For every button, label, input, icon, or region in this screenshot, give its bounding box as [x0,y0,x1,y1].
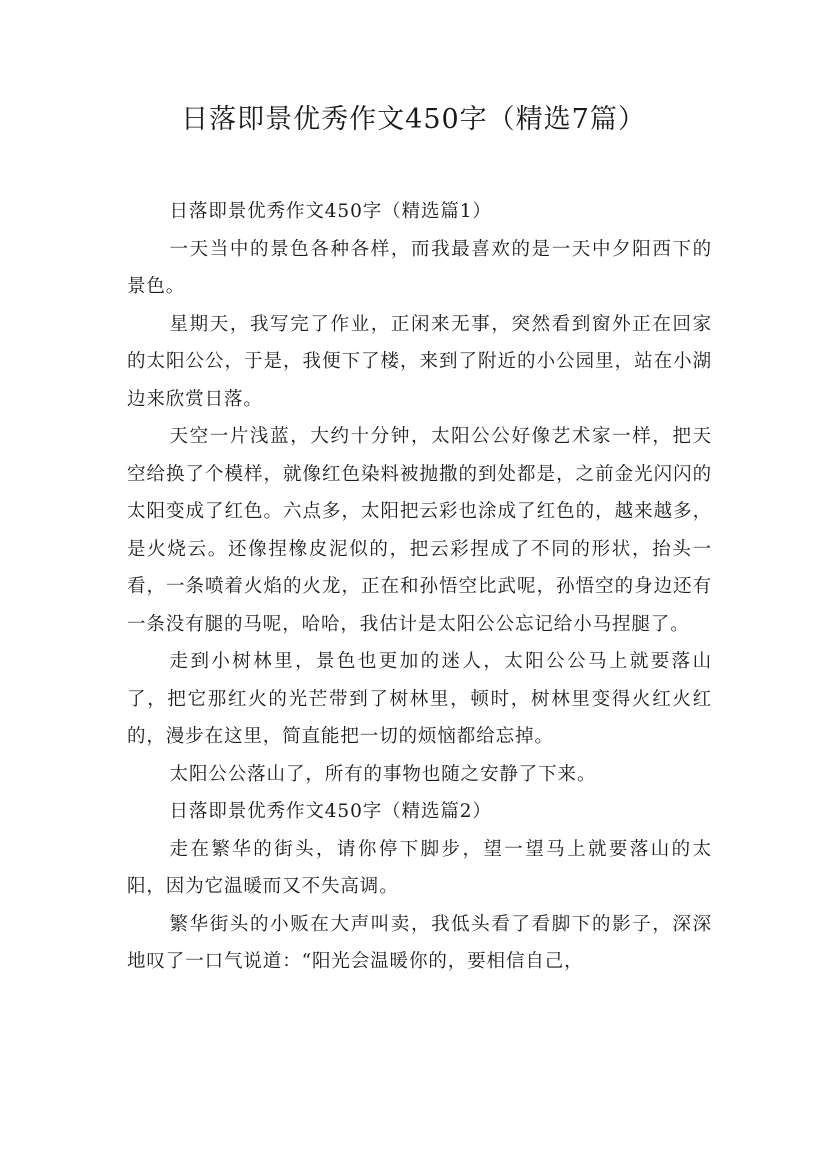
section-heading-1: 日落即景优秀作文450字（精选篇1） [169,201,492,222]
document-body [127,193,712,981]
paragraph: 繁华街头的小贩在大声叫卖，我低头看了看脚下的影子，深深地叹了一口气说道：“阳光会温暖你的，要相信自己， [127,913,712,972]
paragraph: 太阳公公落山了，所有的事物也随之安静了下来。 [169,763,597,785]
paragraph: 一天当中的景色各种各样，而我最喜欢的是一天中夕阳西下的景色。 [127,238,712,297]
paragraph: 天空一片浅蓝，大约十分钟，太阳公公好像艺术家一样，把天空给换了个模样，就像红色染料被抛撒的到处都是，之前金光闪闪的太阳变成了红色。六点多，太阳把云彩也涂成了红色的，越来越多，是火烧云。还像捏橡皮泥似的，把云彩捏成了不同的形状，抬头一看，一条喷着火焰的火龙，正在和孙悟空比武呢，孙悟空的身边还有一条没有腿的马呢，哈哈，我估计是太阳公公忘记给小马捏腿了。 [127,426,712,635]
paragraph: 星期天，我写完了作业，正闲来无事，突然看到窗外正在回家的太阳公公，于是，我便下了楼，来到了附近的小公园里，站在小湖边来欣赏日落。 [127,313,712,410]
document-title: 日落即景优秀作文450字（精选7篇） [181,104,646,135]
paragraph: 走到小树林里，景色也更加的迷人，太阳公公马上就要落山了，把它那红火的光芒带到了树林里，顿时，树林里变得火红火红的，漫步在这里，简直能把一切的烦恼都给忘掉。 [127,651,712,747]
section-heading-2: 日落即景优秀作文450字（精选篇2） [169,801,492,822]
paragraph: 走在繁华的街头，请你停下脚步，望一望马上就要落山的太阳，因为它温暖而又不失高调。 [127,838,712,897]
